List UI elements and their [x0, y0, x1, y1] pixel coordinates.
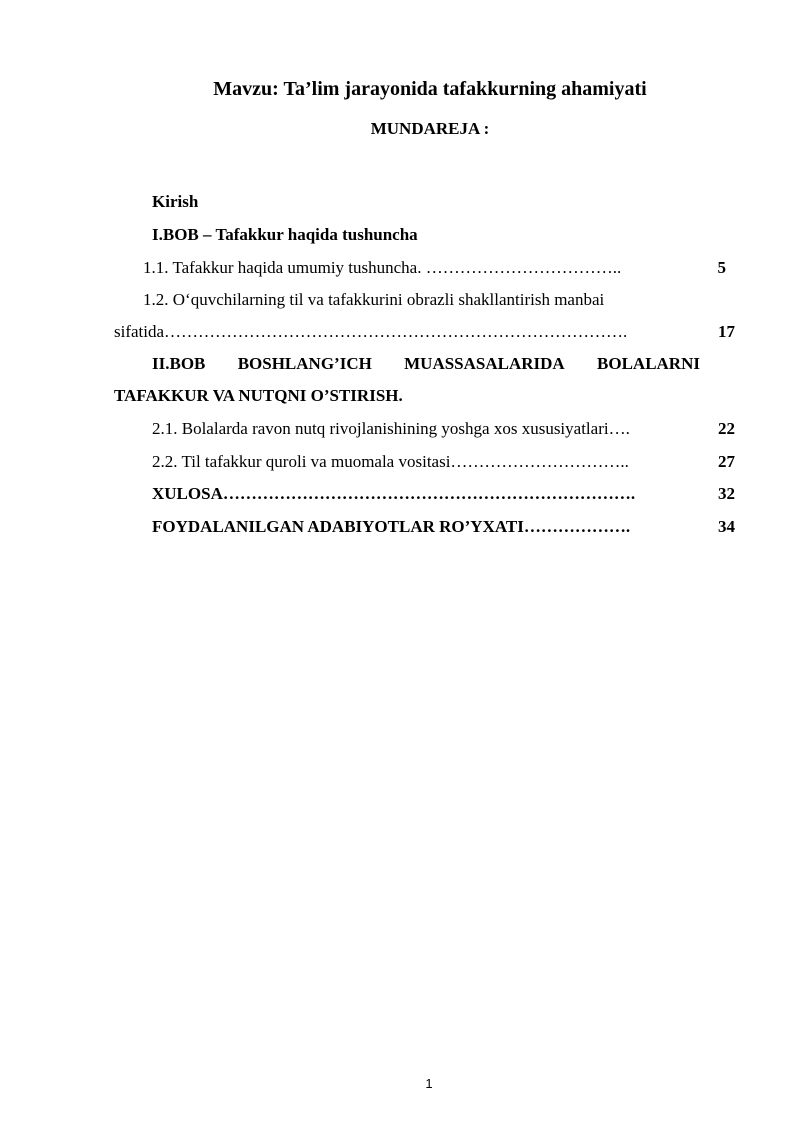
toc-entry-2-2: 2.2. Til tafakkur quroli va muomala vositasi………………………….. — [152, 452, 629, 471]
toc-page-conclusion: 32 — [718, 484, 735, 503]
toc-page-1-2: 17 — [718, 322, 735, 341]
toc-word: MUASSASALARIDA — [404, 354, 565, 373]
toc-page-references: 34 — [718, 517, 735, 536]
toc-entry-2-1: 2.1. Bolalarda ravon nutq rivojlanishining yoshga xos xususiyatlari…. — [152, 419, 630, 438]
toc-page-2-2: 27 — [718, 452, 735, 471]
toc-heading: MUNDAREJA : — [370, 119, 490, 138]
document-title: Mavzu: Ta’lim jarayonida tafakkurning ahamiyati — [213, 78, 647, 100]
toc-entry-references: FOYDALANILGAN ADABIYOTLAR RO’YXATI………………. — [152, 517, 631, 536]
toc-page-2-1: 22 — [718, 419, 735, 438]
toc-entry-chapter-2-cont: TAFAKKUR VA NUTQNI O’STIRISH. — [114, 386, 403, 405]
toc-entry-1-1: 1.1. Tafakkur haqida umumiy tushuncha. …………………………….. — [143, 258, 622, 277]
toc-entry-conclusion: XULOSA………………………………………………………………. — [152, 484, 636, 503]
toc-entry-intro: Kirish — [152, 192, 199, 211]
toc-word: BOSHLANG’ICH — [237, 354, 372, 373]
toc-word: BOLALARNI — [597, 354, 700, 373]
toc-entry-1-2: 1.2. O‘quvchilarning til va tafakkurini obrazli shakllantirish manbai — [143, 290, 605, 309]
toc-word: II.BOB — [152, 354, 206, 373]
page-number: 1 — [425, 1076, 433, 1091]
toc-entry-chapter-2 — [152, 353, 700, 375]
toc-entry-chapter-1: I.BOB – Tafakkur haqida tushuncha — [152, 225, 418, 244]
toc-page-1-1: 5 — [717, 258, 726, 277]
toc-entry-1-2-cont: sifatida………………………………………………………………………. — [114, 322, 628, 341]
